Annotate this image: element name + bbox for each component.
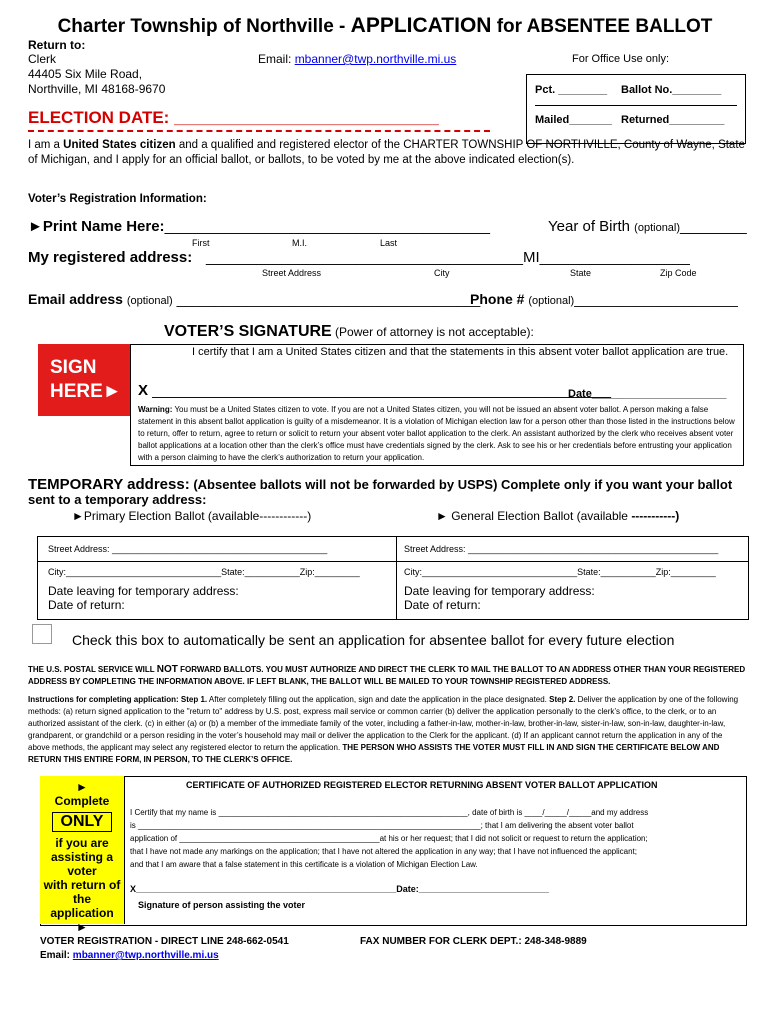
cert-line5: and that I am aware that a false statement in this certificate is a violation of Michigan Election Law. [130,860,478,869]
office-mailed: Mailed_______ [535,114,613,126]
return-to-label: Return to: [28,38,86,52]
email-label: Email: [258,52,295,66]
office-row-mailed [535,105,737,135]
temporary-heading [28,477,742,507]
temp-dates-2[interactable] [404,584,595,612]
general-ballot-text: ► General Election Ballot (available [436,509,632,523]
postal-b: FORWARD BALLOTS. YOU MUST AUTHORIZE AND DIRECT THE CLERK TO MAIL THE BALLOT TO AN ADDRESS OTHER THAN YOUR REGISTERED ADDRESS BY COMPLETING THE INFORMATION ABOVE. IF LEFT BLANK, THE BALLOT WILL BE MAILED TO YOUR TOWNSHIP REGISTERED ADDRESS. [28,665,746,686]
label-first: First [192,238,210,248]
side-arrow-top: ► [76,780,88,794]
declaration-bold: United States citizen [63,139,176,151]
phone-row[interactable] [470,291,738,307]
warning-label: Warning: [138,405,173,414]
yob-line[interactable]: ________ [680,218,747,235]
temp-divider-h [38,561,748,562]
instructions-text1: After completely filling out the application, sign and date the application in the place designated. [207,695,547,704]
label-mi: M.I. [292,238,307,248]
instructions-label: Instructions for completing application: [28,695,179,704]
return-to-address [28,52,165,97]
instructions-step1: Step 1. [178,695,208,704]
temp-street-1[interactable]: Street Address: ___________________________________________ [48,544,328,554]
certificate-heading: CERTIFICATE OF AUTHORIZED REGISTERED ELECTOR RETURNING ABSENT VOTER BALLOT APPLICATION [186,780,658,790]
certificate-signature-label: Signature of person assisting the voter [138,900,306,910]
temporary-title: TEMPORARY address: [28,476,190,493]
certificate-body[interactable] [130,806,740,871]
footer-email [40,950,219,961]
return-line-clerk: Clerk [28,52,57,66]
yob-label: Year of Birth [548,218,630,235]
address-line[interactable]: ______________________________________MI__________________ [206,249,690,266]
cert-line4: that I have not made any markings on the application; that I have not altered the application in any way; that I have not influenced the applicant; [130,847,637,856]
warning-text: You must be a United States citizen to vote. If you are not a United States citizen, you will not be issued an absent voter ballot. A person making a false statement in this absent ballot application is guilty of a misdemeanor. It is a violation of Michigan election law for a person other than those listed in the instructions below to return, offer to return, agree to return or solicit to return your absent voter ballot application to the clerk. An assistant authorized by the clerk who receives absent voter ballot applications at a location other than the clerk’s office must have credentials signed by the clerk. Ask to see his or her credentials before entrusting your application with a person claiming to have the clerk’s authorization to return your application. [138,405,735,462]
temp-city-1[interactable]: City:_______________________________State:___________Zip:_________ [48,567,360,577]
declaration-part1: I am a [28,139,64,151]
temp-divider-v [396,537,397,619]
email-field-label: Email address [28,291,123,307]
certificate-signature-line[interactable]: X____________________________________________________Date:__________________________ [130,884,549,894]
label-city: City [434,268,450,278]
signature-title: VOTER’S SIGNATURE [164,323,332,340]
side-assisting: assisting a voter [50,850,114,878]
signature-certify: I certify that I am a United States citizen and that the statements in this absent voter ballot application are true. [192,346,729,358]
side-arrow-bottom: ► [76,920,88,934]
temp-return-2: Date of return: [404,598,481,612]
signature-line[interactable] [138,382,611,399]
instructions-step2: Step 2. [546,695,576,704]
postal-a: THE U.S. POSTAL SERVICE WILL [28,665,157,674]
office-use-heading: For Office Use only: [572,53,669,65]
label-state: State [570,268,592,278]
temp-street-2[interactable]: Street Address: __________________________________________________ [404,544,719,554]
side-complete: Complete [54,794,110,808]
signature-date[interactable]: Date______________________ [568,388,727,400]
cert-line3[interactable]: application of _____________________________________________at his or her request; that I did not solicit or request to return the application; [130,834,648,843]
header-email [258,52,456,66]
office-pct: Pct. ________ [535,84,608,96]
yob-optional: (optional) [634,222,681,234]
page-title [0,14,770,38]
footer-voter-registration: VOTER REGISTRATION - DIRECT LINE 248-662-0541 [40,936,289,947]
future-elections-checkbox[interactable] [32,624,52,644]
email-link[interactable]: mbanner@twp.northville.mi.us [294,52,457,66]
footer-email-link[interactable]: mbanner@twp.northville.mi.us [72,950,219,961]
temp-leaving-2: Date leaving for temporary address: [404,584,595,598]
temp-city-2[interactable]: City:_______________________________State:___________Zip:_________ [404,567,716,577]
postal-notice [28,664,746,688]
temporary-table [37,536,749,620]
email-field-row[interactable] [28,291,480,307]
side-application: the application [50,892,114,920]
sign-text: SIGN [50,357,97,378]
postal-not: NOT [156,664,178,675]
signature-heading [164,323,534,341]
instructions [28,694,746,766]
temp-return-1: Date of return: [48,598,125,612]
title-suffix: for ABSENTEE BALLOT [491,16,713,37]
instructions-text2: Deliver the application by one of the following methods: (a) return signed application to the "return to" address by U.S. post, express mail service or common carrier (b) deliver the application personally to the clerk’s office, to the clerk, or to an authorized assistant of the clerk. (c) in either (a) or (b) a member of the immediate family of the voter, including a father-in-law, mother-in-law, brother-in-law, sister-in-law, son-in-law, daughter-in-law, grandparent, or grandchild or a person residing in the voter’s household may mail or deliver the application to the Clerk for the applicant. (d) If an applicant cannot return the application in any of the above methods, the applicant may select any registered elector to return the application. [28,695,739,752]
title-application: APPLICATION [350,14,492,37]
office-ballot-no: Ballot No.________ [621,84,722,96]
signature-warning [138,404,738,464]
side-if-you-are: if you are [55,836,109,850]
temporary-note: (Absentee ballots will not be forwarded by USPS) Complete only if you want your ballot sent to a temporary address: [28,477,733,507]
office-use-box [526,74,746,144]
instructions-bold-end: THE PERSON WHO ASSISTS THE VOTER MUST FILL IN AND SIGN THE CERTIFICATE BELOW AND RETURN THIS ENTIRE FORM, IN PERSON, TO THE CLERK’S OFFICE. [28,743,720,764]
phone-optional: (optional) [528,295,575,307]
signature-x-line[interactable]: _______________________________________________________ [152,382,612,399]
red-dash-divider [28,130,490,132]
label-street: Street Address [262,268,322,278]
declaration-part2: and a qualified and registered elector of the CHARTER TOWNSHIP OF NORTHVILLE, County of Wayne, State of Michigan, and I apply for an official ballot, or ballots, to be voted by me at the above indicated election(s). [28,139,745,166]
sign-here-arrow [38,344,130,416]
print-name-line[interactable]: _______________________________________ [164,218,490,235]
phone-line[interactable]: _____________________ [574,291,738,307]
election-date[interactable]: ELECTION DATE: ____________________________ [28,108,439,127]
address-label: My registered address: [28,249,193,266]
label-last: Last [380,238,398,248]
signature-note: (Power of attorney is not acceptable): [331,325,534,339]
print-name-label: ►Print Name Here: [28,218,165,235]
label-zip: Zip Code [660,268,697,278]
future-elections-label: Check this box to automatically be sent an application for absentee ballot for every future election [72,632,675,648]
signature-x: X [138,382,149,399]
certificate-side-note [40,776,125,934]
temp-dates-1[interactable] [48,584,239,612]
year-of-birth[interactable] [548,218,747,235]
phone-label: Phone # [470,291,525,307]
cert-line2[interactable]: is _____________________________________________________________________________; that I am delivering the absent voter ballot [130,821,634,830]
cert-line1[interactable]: I Certify that my name is ________________________________________________________, date of birth is ____/_____/_____and my address [130,808,649,817]
office-returned: Returned_________ [621,114,725,126]
voter-info-heading: Voter’s Registration Information: [28,193,207,205]
side-with-return: with return of [43,878,121,892]
title-prefix: Charter Township of Northville - [57,16,351,37]
email-field-line[interactable]: _______________________________________ [176,291,481,307]
return-line-street: 44405 Six Mile Road, [28,67,143,81]
declaration [28,138,746,168]
footer-fax: FAX NUMBER FOR CLERK DEPT.: 248-348-9889 [360,936,587,947]
here-text: HERE► [50,381,122,402]
general-ballot-dash: -----------) [631,509,680,523]
footer-email-label: Email: [40,950,73,961]
email-optional: (optional) [126,295,173,307]
primary-ballot-option[interactable]: ►Primary Election Ballot (available------------) [72,509,312,523]
print-name-row[interactable] [28,218,490,235]
temp-leaving-1: Date leaving for temporary address: [48,584,239,598]
side-only: ONLY [52,812,113,832]
office-row-pct [535,75,737,106]
general-ballot-option[interactable] [436,509,679,523]
return-line-city: Northville, MI 48168-9670 [28,82,166,96]
